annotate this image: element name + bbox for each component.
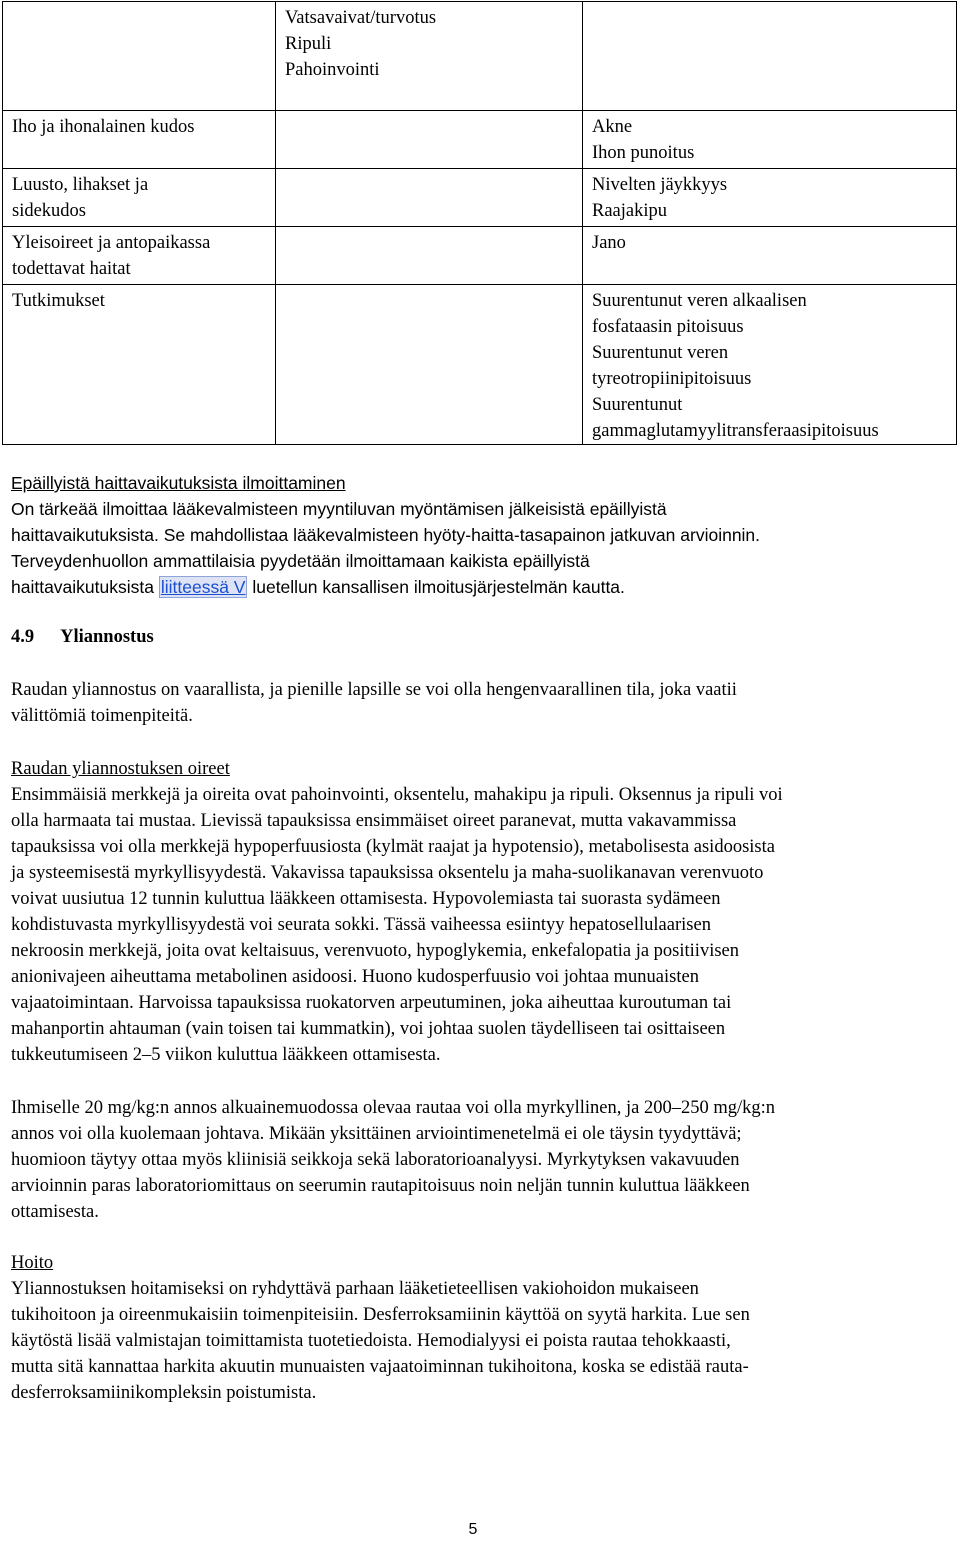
paragraph-line: Raudan yliannostus on vaarallista, ja pienille lapsille se voi olla hengenvaarallinen tila, joka vaatii	[11, 680, 737, 700]
section-title: Yliannostus	[60, 627, 154, 647]
section-number: 4.9	[11, 627, 35, 647]
reporting-section	[11, 470, 951, 600]
cell-text: todettavat haitat	[12, 259, 131, 279]
frequency-common-cell	[276, 2, 583, 111]
cell-text: Raajakipu	[592, 201, 668, 221]
overdose-intro	[11, 677, 951, 729]
reporting-text: luetellun kansallisen ilmoitusjärjestelmän kautta.	[247, 577, 625, 597]
frequency-common-cell	[276, 169, 583, 227]
frequency-uncommon-cell	[583, 2, 957, 111]
organ-cell	[3, 227, 276, 285]
table-row	[3, 2, 957, 111]
reporting-line	[11, 574, 951, 600]
paragraph-line: tapauksissa voi olla merkkejä hypoperfuusiosta (kylmät raajat ja hypotensio), metabolisesta asidoosista	[11, 837, 775, 857]
reporting-line: haittavaikutuksista. Se mahdollistaa lääkevalmisteen hyöty-haitta-tasapainon jatkuvan arvioinnin.	[11, 525, 761, 545]
symptoms-heading: Raudan yliannostuksen oireet	[11, 759, 230, 779]
cell-text: Suurentunut veren	[592, 343, 729, 363]
appendix-v-link[interactable]: liitteessä V	[160, 577, 246, 597]
paragraph-line: mahanportin ahtauman (vain toisen tai kummatkin), voi johtaa suolen täydelliseen tai osittaiseen	[11, 1019, 726, 1039]
reporting-line: On tärkeää ilmoittaa lääkevalmisteen myyntiluvan myöntämisen jälkeisistä epäillyistä	[11, 499, 667, 519]
section-heading	[11, 624, 951, 650]
paragraph-line: annos voi olla kuolemaan johtava. Mikään yksittäinen arviointimenetelmä ei ole täysin tyydyttävä;	[11, 1124, 742, 1144]
paragraph-line: tukkeutumiseen 2–5 viikon kuluttua lääkkeen ottamisesta.	[11, 1045, 441, 1065]
cell-text: Nivelten jäykkyys	[592, 175, 728, 195]
cell-text: gammaglutamyylitransferaasipitoisuus	[592, 421, 879, 441]
paragraph-line: mutta sitä kannattaa harkita akuutin munuaisten vajaatoiminnan tukihoitona, koska se edistää rauta-	[11, 1357, 749, 1377]
cell-text: Jano	[592, 233, 626, 253]
frequency-common-cell	[276, 285, 583, 445]
cell-text: Luusto, lihakset ja	[12, 175, 149, 195]
organ-cell	[3, 2, 276, 111]
paragraph-line: olla harmaata tai mustaa. Lievissä tapauksissa ensimmäiset oireet paranevat, mutta vakavammissa	[11, 811, 737, 831]
paragraph-line: Yliannostuksen hoitamiseksi on ryhdyttävä parhaan lääketieteellisen vakiohoidon mukaiseen	[11, 1279, 699, 1299]
reporting-line: Terveydenhuollon ammattilaisia pyydetään ilmoittamaan kaikista epäillyistä	[11, 551, 590, 571]
table-row	[3, 111, 957, 169]
cell-text: Ihon punoitus	[592, 143, 695, 163]
frequency-common-cell	[276, 227, 583, 285]
reporting-text: haittavaikutuksista	[11, 577, 159, 597]
cell-text: Vatsavaivat/turvotus	[285, 8, 437, 28]
reporting-heading: Epäillyistä haittavaikutuksista ilmoittaminen	[11, 473, 346, 493]
organ-cell	[3, 285, 276, 445]
dose-section	[11, 1095, 951, 1225]
cell-text: Ripuli	[285, 34, 332, 54]
cell-text: Yleisoireet ja antopaikassa	[12, 233, 211, 253]
cell-text: Suurentunut veren alkaalisen	[592, 291, 807, 311]
frequency-uncommon-cell	[583, 285, 957, 445]
paragraph-line: käytöstä lisää valmistajan toimittamista tuotetiedoista. Hemodialyysi ei poista rautaa tehokkaasti,	[11, 1331, 731, 1351]
cell-text: Suurentunut	[592, 395, 683, 415]
paragraph-line: Ensimmäisiä merkkejä ja oireita ovat pahoinvointi, oksentelu, mahakipu ja ripuli. Oksennus ja ripuli voi	[11, 785, 783, 805]
cell-text: Akne	[592, 117, 633, 137]
paragraph-line: desferroksamiinikompleksin poistumista.	[11, 1383, 317, 1403]
paragraph-line: tukihoitoon ja oireenmukaisiin toimenpiteisiin. Desferroksamiinin käyttöä on syytä harkita. Lue sen	[11, 1305, 750, 1325]
paragraph-line: Ihmiselle 20 mg/kg:n annos alkuainemuodossa olevaa rautaa voi olla myrkyllinen, ja 200–250 mg/kg:n	[11, 1098, 776, 1118]
cell-text: tyreotropiinipitoisuus	[592, 369, 752, 389]
organ-cell	[3, 169, 276, 227]
paragraph-line: voivat uusiutua 12 tunnin kuluttua lääkkeen ottamisesta. Hypovolemiasta tai suorasta sydämeen	[11, 889, 721, 909]
treatment-heading: Hoito	[11, 1253, 54, 1273]
cell-text: fosfataasin pitoisuus	[592, 317, 744, 337]
table-row	[3, 169, 957, 227]
table-row	[3, 227, 957, 285]
organ-cell	[3, 111, 276, 169]
cell-text: Tutkimukset	[12, 291, 105, 311]
frequency-uncommon-cell	[583, 111, 957, 169]
paragraph-line: ottamisesta.	[11, 1202, 99, 1222]
treatment-section	[11, 1250, 951, 1406]
paragraph-line: huomioon täytyy ottaa myös kliinisiä seikkoja sekä laboratorioanalyysi. Myrkytyksen vakavuuden	[11, 1150, 740, 1170]
adverse-effects-table	[2, 1, 957, 445]
page-number: 5	[468, 1521, 478, 1538]
frequency-common-cell	[276, 111, 583, 169]
cell-text: Pahoinvointi	[285, 60, 380, 80]
symptoms-section	[11, 756, 951, 1068]
table-row	[3, 285, 957, 445]
paragraph-line: vajaatoimintaan. Harvoissa tapauksissa ruokatorven arpeutuminen, joka aiheuttaa kuroutuman tai	[11, 993, 732, 1013]
frequency-uncommon-cell	[583, 169, 957, 227]
paragraph-line: välittömiä toimenpiteitä.	[11, 706, 193, 726]
paragraph-line: arvioinnin paras laboratoriomittaus on seerumin rautapitoisuus noin neljän tunnin kuluttua lääkkeen	[11, 1176, 750, 1196]
frequency-uncommon-cell	[583, 227, 957, 285]
paragraph-line: kohdistuvasta myrkyllisyydestä voi seurata sokki. Tässä vaiheessa esiintyy hepatosellulaarisen	[11, 915, 711, 935]
paragraph-line: ja systeemisestä myrkyllisyydestä. Vakavissa tapauksissa oksentelu ja maha-suolikanavan verenvuoto	[11, 863, 764, 883]
cell-text: sidekudos	[12, 201, 86, 221]
paragraph-line: nekroosin merkkejä, joita ovat keltaisuus, verenvuoto, hypoglykemia, enkefalopatia ja positiivisen	[11, 941, 739, 961]
paragraph-line: anionivajeen aiheuttama metabolinen asidoosi. Huono kudosperfuusio voi johtaa munuaisten	[11, 967, 699, 987]
cell-text: Iho ja ihonalainen kudos	[12, 117, 195, 137]
